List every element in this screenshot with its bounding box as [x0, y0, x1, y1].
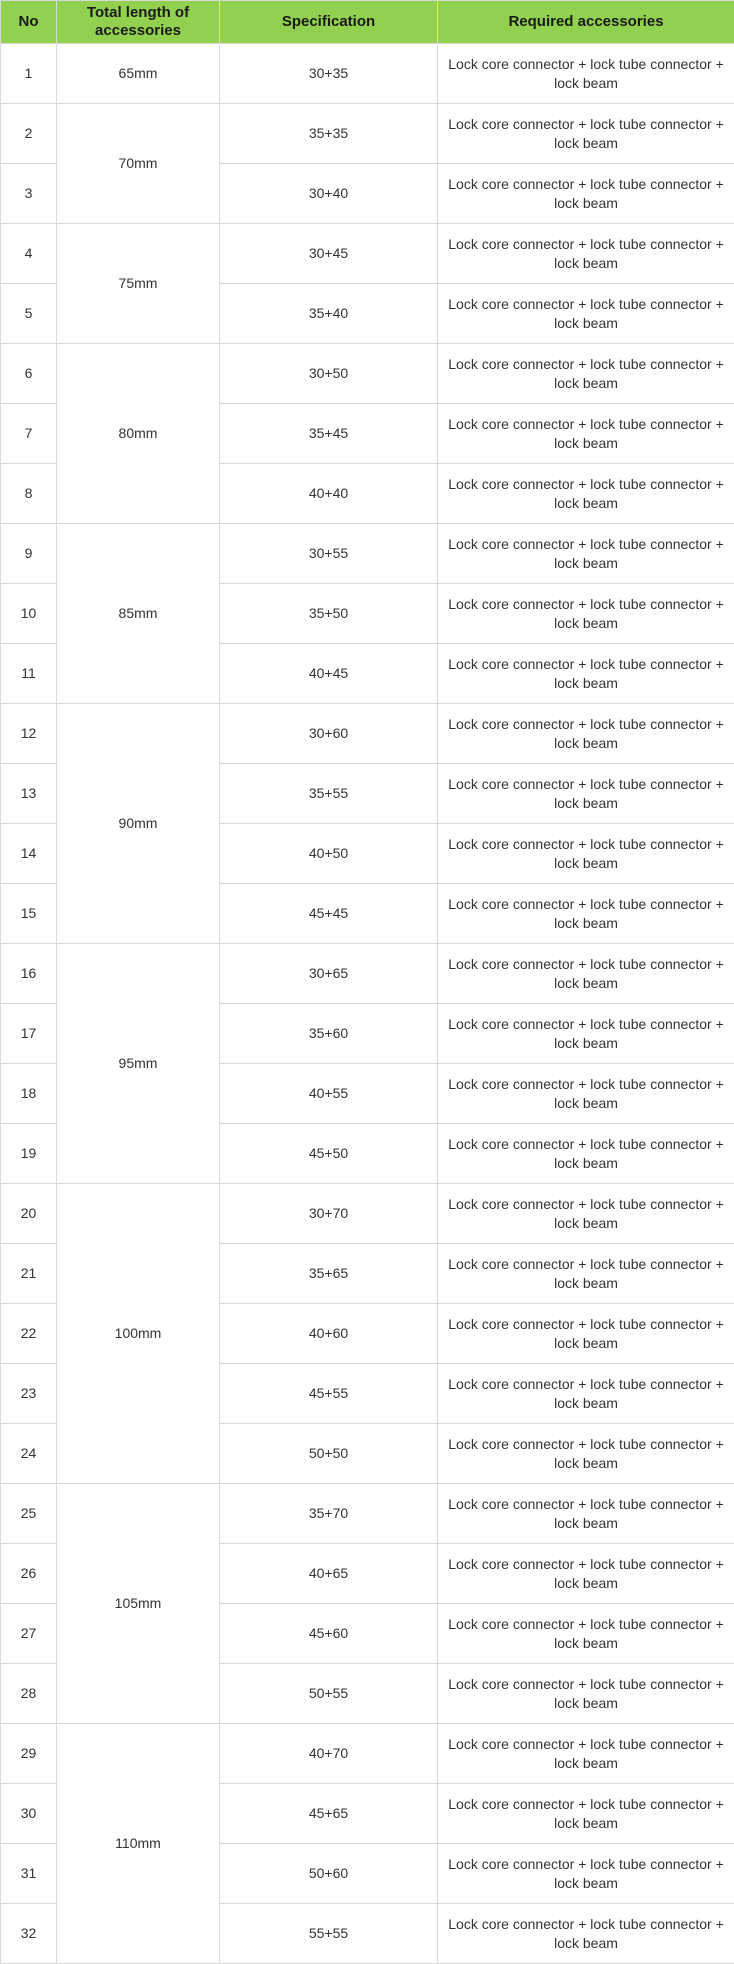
row-number: 21: [1, 1244, 57, 1304]
row-number: 11: [1, 644, 57, 704]
required-accessories-cell: Lock core connector + lock tube connector + lock beam: [438, 44, 734, 104]
required-accessories-cell: Lock core connector + lock tube connector + lock beam: [438, 1124, 734, 1184]
specification-cell: 40+60: [220, 1304, 438, 1364]
required-accessories-cell: Lock core connector + lock tube connector + lock beam: [438, 1064, 734, 1124]
row-number: 31: [1, 1844, 57, 1904]
required-accessories-cell: Lock core connector + lock tube connector + lock beam: [438, 224, 734, 284]
total-length-cell: 105mm: [57, 1484, 220, 1724]
table-row: [1, 44, 734, 104]
specification-cell: 35+70: [220, 1484, 438, 1544]
required-accessories-cell: Lock core connector + lock tube connector + lock beam: [438, 824, 734, 884]
required-accessories-cell: Lock core connector + lock tube connector + lock beam: [438, 1844, 734, 1904]
table-row: [1, 1184, 734, 1244]
total-length-cell: 65mm: [57, 44, 220, 104]
required-accessories-cell: Lock core connector + lock tube connector + lock beam: [438, 764, 734, 824]
total-length-cell: 80mm: [57, 344, 220, 524]
row-number: 22: [1, 1304, 57, 1364]
total-length-cell: 70mm: [57, 104, 220, 224]
row-number: 7: [1, 404, 57, 464]
row-number: 10: [1, 584, 57, 644]
required-accessories-cell: Lock core connector + lock tube connector + lock beam: [438, 1304, 734, 1364]
specification-cell: 45+50: [220, 1124, 438, 1184]
required-accessories-cell: Lock core connector + lock tube connector + lock beam: [438, 1544, 734, 1604]
specification-cell: 30+70: [220, 1184, 438, 1244]
required-accessories-cell: Lock core connector + lock tube connector + lock beam: [438, 1784, 734, 1844]
header-no: No: [1, 1, 57, 44]
row-number: 2: [1, 104, 57, 164]
required-accessories-cell: Lock core connector + lock tube connector + lock beam: [438, 1904, 734, 1964]
required-accessories-cell: Lock core connector + lock tube connector + lock beam: [438, 1664, 734, 1724]
row-number: 6: [1, 344, 57, 404]
row-number: 18: [1, 1064, 57, 1124]
total-length-cell: 100mm: [57, 1184, 220, 1484]
required-accessories-cell: Lock core connector + lock tube connector + lock beam: [438, 944, 734, 1004]
row-number: 27: [1, 1604, 57, 1664]
required-accessories-cell: Lock core connector + lock tube connector + lock beam: [438, 644, 734, 704]
specification-cell: 55+55: [220, 1904, 438, 1964]
total-length-cell: 110mm: [57, 1724, 220, 1964]
row-number: 32: [1, 1904, 57, 1964]
total-length-cell: 85mm: [57, 524, 220, 704]
required-accessories-cell: Lock core connector + lock tube connector + lock beam: [438, 1724, 734, 1784]
header-specification: Specification: [220, 1, 438, 44]
required-accessories-cell: Lock core connector + lock tube connector + lock beam: [438, 464, 734, 524]
specification-cell: 30+60: [220, 704, 438, 764]
row-number: 13: [1, 764, 57, 824]
row-number: 19: [1, 1124, 57, 1184]
required-accessories-cell: Lock core connector + lock tube connector + lock beam: [438, 1424, 734, 1484]
specification-cell: 45+55: [220, 1364, 438, 1424]
specification-cell: 40+40: [220, 464, 438, 524]
required-accessories-cell: Lock core connector + lock tube connector + lock beam: [438, 1244, 734, 1304]
specification-cell: 40+45: [220, 644, 438, 704]
specification-cell: 40+55: [220, 1064, 438, 1124]
header-row: [1, 1, 734, 44]
required-accessories-cell: Lock core connector + lock tube connector + lock beam: [438, 584, 734, 644]
required-accessories-cell: Lock core connector + lock tube connector + lock beam: [438, 524, 734, 584]
required-accessories-cell: Lock core connector + lock tube connector + lock beam: [438, 884, 734, 944]
header-total-length: Total length of accessories: [57, 1, 220, 44]
row-number: 12: [1, 704, 57, 764]
table-row: [1, 524, 734, 584]
required-accessories-cell: Lock core connector + lock tube connector + lock beam: [438, 164, 734, 224]
specification-cell: 30+45: [220, 224, 438, 284]
required-accessories-cell: Lock core connector + lock tube connector + lock beam: [438, 1484, 734, 1544]
required-accessories-cell: Lock core connector + lock tube connector + lock beam: [438, 1604, 734, 1664]
specification-cell: 40+70: [220, 1724, 438, 1784]
specification-cell: 35+35: [220, 104, 438, 164]
specification-cell: 35+40: [220, 284, 438, 344]
specification-cell: 30+65: [220, 944, 438, 1004]
specification-cell: 30+35: [220, 44, 438, 104]
row-number: 28: [1, 1664, 57, 1724]
table-row: [1, 704, 734, 764]
specification-cell: 35+45: [220, 404, 438, 464]
required-accessories-cell: Lock core connector + lock tube connector + lock beam: [438, 404, 734, 464]
table-body: [1, 44, 734, 1964]
table-row: [1, 1484, 734, 1544]
row-number: 23: [1, 1364, 57, 1424]
row-number: 9: [1, 524, 57, 584]
specification-cell: 30+50: [220, 344, 438, 404]
row-number: 29: [1, 1724, 57, 1784]
total-length-cell: 95mm: [57, 944, 220, 1184]
specification-cell: 50+50: [220, 1424, 438, 1484]
required-accessories-cell: Lock core connector + lock tube connector + lock beam: [438, 344, 734, 404]
specification-cell: 35+65: [220, 1244, 438, 1304]
table-row: [1, 1724, 734, 1784]
specification-cell: 50+55: [220, 1664, 438, 1724]
row-number: 8: [1, 464, 57, 524]
required-accessories-cell: Lock core connector + lock tube connector + lock beam: [438, 1004, 734, 1064]
required-accessories-cell: Lock core connector + lock tube connector + lock beam: [438, 1364, 734, 1424]
specification-cell: 35+50: [220, 584, 438, 644]
row-number: 20: [1, 1184, 57, 1244]
specification-cell: 40+65: [220, 1544, 438, 1604]
row-number: 14: [1, 824, 57, 884]
required-accessories-cell: Lock core connector + lock tube connector + lock beam: [438, 104, 734, 164]
row-number: 30: [1, 1784, 57, 1844]
row-number: 15: [1, 884, 57, 944]
table-row: [1, 224, 734, 284]
row-number: 3: [1, 164, 57, 224]
row-number: 26: [1, 1544, 57, 1604]
specification-cell: 45+60: [220, 1604, 438, 1664]
specification-cell: 45+45: [220, 884, 438, 944]
row-number: 25: [1, 1484, 57, 1544]
specification-cell: 50+60: [220, 1844, 438, 1904]
table-row: [1, 104, 734, 164]
row-number: 5: [1, 284, 57, 344]
required-accessories-cell: Lock core connector + lock tube connector + lock beam: [438, 1184, 734, 1244]
specification-cell: 30+55: [220, 524, 438, 584]
header-required-accessories: Required accessories: [438, 1, 734, 44]
row-number: 24: [1, 1424, 57, 1484]
required-accessories-cell: Lock core connector + lock tube connector + lock beam: [438, 704, 734, 764]
total-length-cell: 75mm: [57, 224, 220, 344]
table-header: [1, 1, 734, 44]
specification-cell: 30+40: [220, 164, 438, 224]
specification-cell: 35+60: [220, 1004, 438, 1064]
row-number: 16: [1, 944, 57, 1004]
table-row: [1, 344, 734, 404]
specification-cell: 35+55: [220, 764, 438, 824]
row-number: 17: [1, 1004, 57, 1064]
row-number: 4: [1, 224, 57, 284]
specification-cell: 40+50: [220, 824, 438, 884]
row-number: 1: [1, 44, 57, 104]
specification-cell: 45+65: [220, 1784, 438, 1844]
total-length-cell: 90mm: [57, 704, 220, 944]
table-row: [1, 944, 734, 1004]
required-accessories-cell: Lock core connector + lock tube connector + lock beam: [438, 284, 734, 344]
